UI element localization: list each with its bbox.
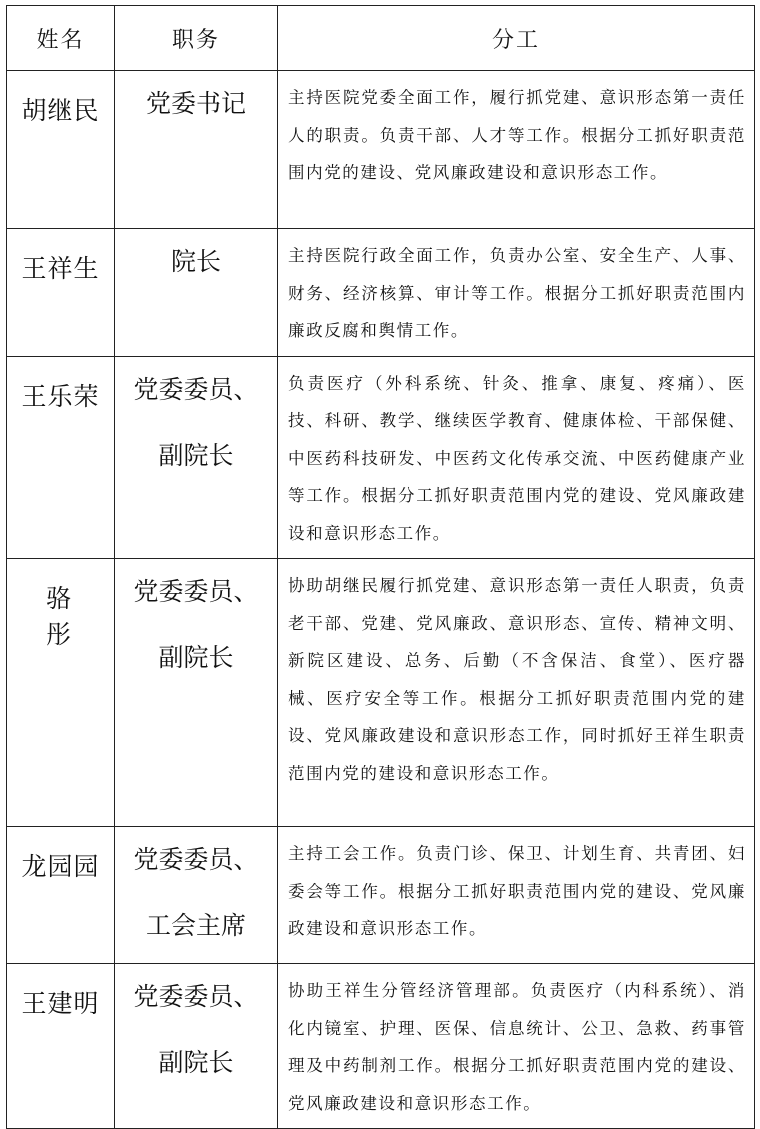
table-row: [7, 827, 755, 964]
header-role: 职务: [115, 6, 278, 71]
role-line: 院长: [170, 247, 221, 276]
table-row: [7, 559, 755, 827]
table-row: [7, 964, 755, 1129]
person-name: 胡继民: [7, 71, 115, 229]
table-row: [7, 229, 755, 357]
duty-assignment-table: [6, 5, 755, 1129]
role-line: 副院长: [158, 643, 234, 672]
header-name: 姓名: [7, 6, 115, 71]
table-row: [7, 356, 755, 559]
role-line: 副院长: [158, 1048, 234, 1077]
role-line: 党委委员、: [133, 982, 259, 1011]
person-role: [115, 229, 278, 357]
person-role: [115, 964, 278, 1129]
header-duty: 分工: [278, 6, 755, 71]
person-duty: 负责医疗（外科系统、针灸、推拿、康复、疼痛）、医技、科研、教学、继续医学教育、健康体检、干部保健、中医药科技研发、中医药文化传承交流、中医药健康产业等工作。根据分工抓好职责范围内党的建设、党风廉政建设和意识形态工作。: [278, 356, 755, 559]
person-duty: 主持工会工作。负责门诊、保卫、计划生育、共青团、妇委会等工作。根据分工抓好职责范围内党的建设、党风廉政建设和意识形态工作。: [278, 827, 755, 964]
person-name: 王建明: [7, 964, 115, 1129]
person-duty: 协助王祥生分管经济管理部。负责医疗（内科系统）、消化内镜室、护理、医保、信息统计、公卫、急救、药事管理及中药制剂工作。根据分工抓好职责范围内党的建设、党风廉政建设和意识形态工作。: [278, 964, 755, 1129]
role-line: 工会主席: [145, 911, 246, 940]
role-line: 党委书记: [145, 89, 246, 118]
role-line: 党委委员、: [133, 374, 259, 404]
role-line: 党委委员、: [133, 577, 259, 606]
person-duty: 主持医院党委全面工作，履行抓党建、意识形态第一责任人的职责。负责干部、人才等工作。根据分工抓好职责范围内党的建设、党风廉政建设和意识形态工作。: [278, 71, 755, 229]
person-duty: 主持医院行政全面工作，负责办公室、安全生产、人事、财务、经济核算、审计等工作。根据分工抓好职责范围内廉政反腐和舆情工作。: [278, 229, 755, 357]
person-role: [115, 71, 278, 229]
table-row: [7, 71, 755, 229]
person-name: 龙园园: [7, 827, 115, 964]
person-role: [115, 827, 278, 964]
role-line: 党委委员、: [133, 845, 259, 874]
person-role: [115, 559, 278, 827]
person-name: 骆彤: [7, 559, 115, 827]
person-name: 王祥生: [7, 229, 115, 357]
person-role: [115, 356, 278, 559]
person-duty: 协助胡继民履行抓党建、意识形态第一责任人职责，负责老干部、党建、党风廉政、意识形态、宣传、精神文明、新院区建设、总务、后勤（不含保洁、食堂）、医疗器械、医疗安全等工作。根据分工抓好职责范围内党的建设、党风廉政建设和意识形态工作，同时抓好王祥生职责范围内党的建设和意识形态工作。: [278, 559, 755, 827]
role-line: 副院长: [158, 440, 234, 470]
table-header-row: [7, 6, 755, 71]
person-name: 王乐荣: [7, 356, 115, 559]
